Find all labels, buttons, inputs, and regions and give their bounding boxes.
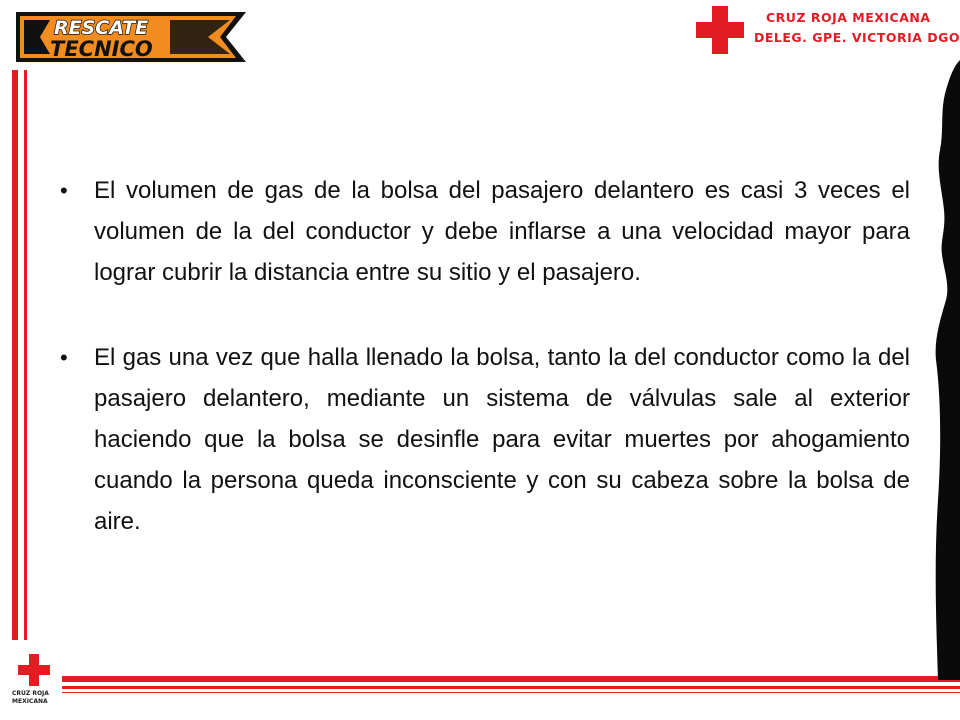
red-cross-icon	[696, 6, 744, 54]
bullet-icon: •	[60, 178, 68, 203]
left-red-bar-thin	[24, 70, 27, 640]
cruz-roja-header	[696, 6, 960, 52]
footer-logo-line2: MEXICANA	[12, 698, 48, 705]
rescate-tecnico-logo	[10, 10, 248, 64]
bottom-red-bar-hairline	[62, 692, 960, 693]
org-delegation: DELEG. GPE. VICTORIA DGO	[754, 30, 960, 45]
left-red-bar	[12, 70, 18, 640]
bottom-red-bar	[62, 676, 960, 682]
slide-content	[60, 170, 910, 586]
logo-line2: TECNICO	[50, 37, 153, 61]
footer-logo-line1: CRUZ ROJA	[12, 690, 49, 697]
logo-line1: RESCATE	[54, 17, 149, 39]
cruz-roja-footer-logo	[8, 650, 62, 714]
red-cross-small-icon	[18, 654, 50, 686]
bullet-text: El volumen de gas de la bolsa del pasajero delantero es casi 3 veces el volumen de la del conductor y debe inflarse a una velocidad mayor para lograr cubrir la distancia entre su sitio y el pasajero.	[94, 177, 910, 286]
org-name: CRUZ ROJA MEXICANA	[766, 10, 931, 25]
bullet-text: El gas una vez que halla llenado la bolsa, tanto la del conductor como la del pasajero delantero, mediante un sistema de válvulas sale al exterior haciendo que la bolsa se desinfle para evitar muertes por ahogamiento cuando la persona queda inconsciente y con su cabeza sobre la bolsa de aire.	[94, 344, 910, 535]
bullet-item	[60, 337, 910, 542]
bullet-icon: •	[60, 345, 68, 370]
bullet-item	[60, 170, 910, 293]
bottom-red-bar-thin	[62, 686, 960, 689]
